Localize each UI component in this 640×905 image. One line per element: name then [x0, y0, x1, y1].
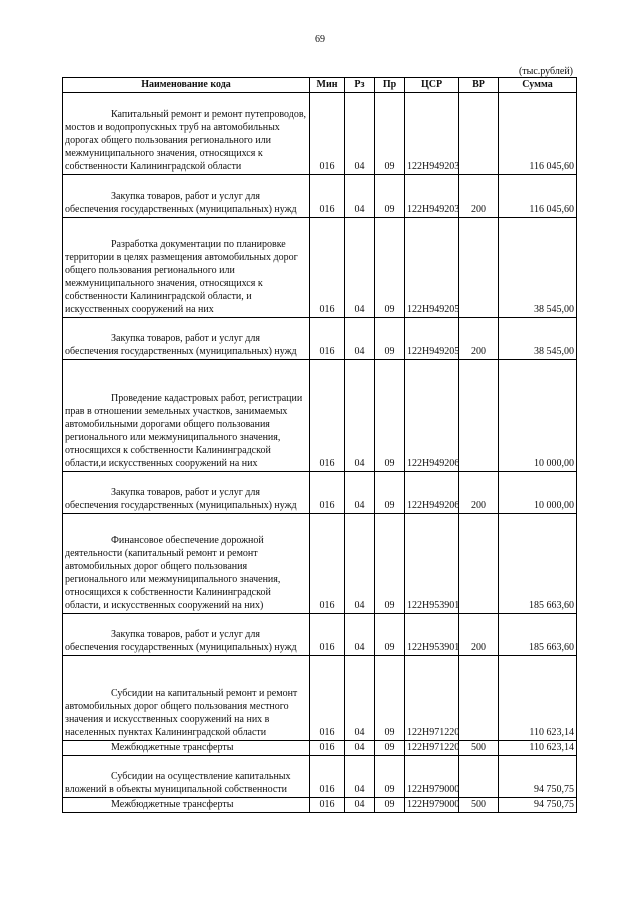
- row-sum: 110 623,14: [499, 656, 577, 741]
- row-name: Закупка товаров, работ и услуг для обеспечения государственных (муниципальных) нужд: [63, 614, 310, 656]
- budget-table: [62, 77, 577, 813]
- row-pr: 09: [375, 360, 405, 472]
- row-name: Капитальный ремонт и ремонт путепроводов, мостов и водопропускных труб на автомобильных дорогах общего пользования регионального или межмуниципального значения, относящихся к собственности Калининградской области: [63, 93, 310, 175]
- table-row: [63, 656, 577, 741]
- header-pr: Пр: [375, 78, 405, 93]
- row-min: 016: [310, 514, 345, 614]
- row-rz: 04: [345, 93, 375, 175]
- row-vr: 200: [459, 175, 499, 218]
- row-pr: 09: [375, 614, 405, 656]
- row-min: 016: [310, 656, 345, 741]
- row-min: 016: [310, 93, 345, 175]
- row-pr: 09: [375, 472, 405, 514]
- row-vr: [459, 656, 499, 741]
- row-sum: 10 000,00: [499, 472, 577, 514]
- row-min: 016: [310, 175, 345, 218]
- row-pr: 09: [375, 741, 405, 756]
- row-rz: 04: [345, 614, 375, 656]
- units-label: (тыс.рублей): [518, 66, 573, 77]
- row-pr: 09: [375, 798, 405, 813]
- row-rz: 04: [345, 798, 375, 813]
- header-rz: Рз: [345, 78, 375, 93]
- row-pr: 09: [375, 656, 405, 741]
- row-name: Межбюджетные трансферты: [63, 741, 310, 756]
- row-name: Закупка товаров, работ и услуг для обеспечения государственных (муниципальных) нужд: [63, 318, 310, 360]
- table-row: [63, 218, 577, 318]
- row-name: Разработка документации по планировке территории в целях размещения автомобильных дорог общего пользования регионального или межмуниципального значения, относящихся к собственности Калининградской области, и искусственных сооружений на них: [63, 218, 310, 318]
- row-csr: 122Н971220: [405, 741, 459, 756]
- row-csr: 122Н953901: [405, 614, 459, 656]
- row-rz: 04: [345, 756, 375, 798]
- row-pr: 09: [375, 514, 405, 614]
- row-rz: 04: [345, 318, 375, 360]
- row-vr: [459, 514, 499, 614]
- row-pr: 09: [375, 175, 405, 218]
- table-row: [63, 798, 577, 813]
- row-min: 016: [310, 798, 345, 813]
- row-vr: 500: [459, 741, 499, 756]
- row-csr: 122Н979000: [405, 798, 459, 813]
- header-name: Наименование кода: [63, 78, 310, 93]
- row-sum: 38 545,00: [499, 218, 577, 318]
- row-name: Закупка товаров, работ и услуг для обеспечения государственных (муниципальных) нужд: [63, 175, 310, 218]
- row-csr: 122Н949206: [405, 360, 459, 472]
- row-min: 016: [310, 218, 345, 318]
- row-sum: 185 663,60: [499, 514, 577, 614]
- row-rz: 04: [345, 472, 375, 514]
- table-row: [63, 514, 577, 614]
- row-sum: 94 750,75: [499, 798, 577, 813]
- row-rz: 04: [345, 741, 375, 756]
- row-sum: 116 045,60: [499, 93, 577, 175]
- header-min: Мин: [310, 78, 345, 93]
- row-csr: 122Н949203: [405, 93, 459, 175]
- row-sum: 185 663,60: [499, 614, 577, 656]
- row-vr: 200: [459, 318, 499, 360]
- row-vr: [459, 756, 499, 798]
- row-sum: 38 545,00: [499, 318, 577, 360]
- table-row: [63, 741, 577, 756]
- row-min: 016: [310, 318, 345, 360]
- row-vr: [459, 218, 499, 318]
- row-min: 016: [310, 360, 345, 472]
- row-min: 016: [310, 741, 345, 756]
- row-vr: 200: [459, 472, 499, 514]
- row-rz: 04: [345, 175, 375, 218]
- row-min: 016: [310, 614, 345, 656]
- table-row: [63, 756, 577, 798]
- table-row: [63, 614, 577, 656]
- row-pr: 09: [375, 318, 405, 360]
- row-name: Финансовое обеспечение дорожной деятельности (капитальный ремонт и ремонт автомобильных дорог общего пользования регионального или межмуниципального значения, относящихся к собственности Калининградской области, и искусственных сооружений на них): [63, 514, 310, 614]
- row-sum: 94 750,75: [499, 756, 577, 798]
- page-number: 69: [315, 34, 325, 45]
- row-name: Субсидии на капитальный ремонт и ремонт автомобильных дорог общего пользования местного значения и искусственных сооружений на них в населенных пунктах Калининградской области: [63, 656, 310, 741]
- row-sum: 10 000,00: [499, 360, 577, 472]
- table-row: [63, 93, 577, 175]
- table-row: [63, 360, 577, 472]
- row-sum: 110 623,14: [499, 741, 577, 756]
- row-rz: 04: [345, 360, 375, 472]
- row-csr: 122Н949206: [405, 472, 459, 514]
- row-csr: 122Н979000: [405, 756, 459, 798]
- row-min: 016: [310, 472, 345, 514]
- row-csr: 122Н953901: [405, 514, 459, 614]
- row-sum: 116 045,60: [499, 175, 577, 218]
- row-rz: 04: [345, 656, 375, 741]
- row-vr: [459, 93, 499, 175]
- row-min: 016: [310, 756, 345, 798]
- row-rz: 04: [345, 218, 375, 318]
- row-vr: [459, 360, 499, 472]
- header-sum: Сумма: [499, 78, 577, 93]
- row-rz: 04: [345, 514, 375, 614]
- row-name: Межбюджетные трансферты: [63, 798, 310, 813]
- row-name: Субсидии на осуществление капитальных вложений в объекты муниципальной собственности: [63, 756, 310, 798]
- table-row: [63, 472, 577, 514]
- row-pr: 09: [375, 756, 405, 798]
- header-vr: ВР: [459, 78, 499, 93]
- row-csr: 122Н949203: [405, 175, 459, 218]
- row-vr: 500: [459, 798, 499, 813]
- table-row: [63, 318, 577, 360]
- table-row: [63, 175, 577, 218]
- row-vr: 200: [459, 614, 499, 656]
- row-name: Закупка товаров, работ и услуг для обеспечения государственных (муниципальных) нужд: [63, 472, 310, 514]
- header-csr: ЦСР: [405, 78, 459, 93]
- row-pr: 09: [375, 218, 405, 318]
- row-csr: 122Н971220: [405, 656, 459, 741]
- row-name: Проведение кадастровых работ, регистрации прав в отношении земельных участков, занимаемых автомобильными дорогами общего пользования регионального или межмуниципального значения, относящихся к собственности Калининградской области,и искусственных сооружений на них: [63, 360, 310, 472]
- row-pr: 09: [375, 93, 405, 175]
- row-csr: 122Н949205: [405, 218, 459, 318]
- row-csr: 122Н949205: [405, 318, 459, 360]
- table-header-row: [63, 78, 577, 93]
